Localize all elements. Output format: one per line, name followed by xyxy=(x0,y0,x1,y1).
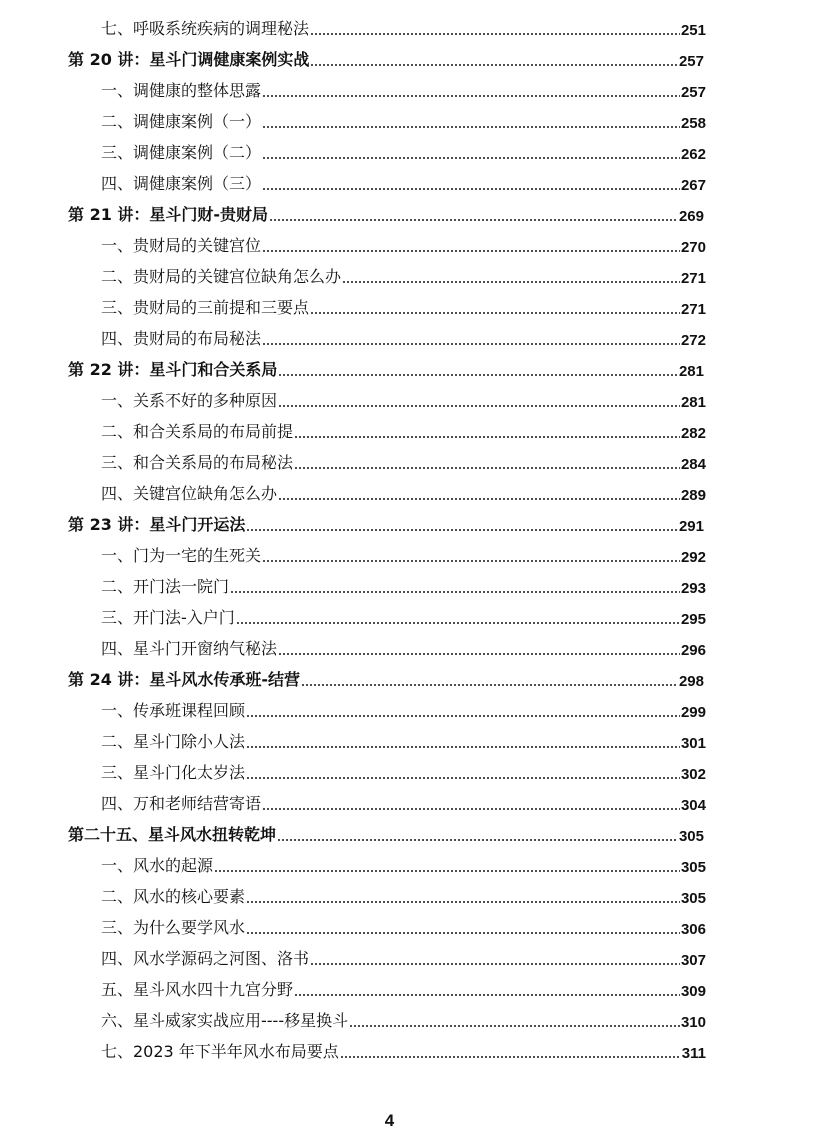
toc-section-entry[interactable] xyxy=(0,13,819,44)
toc-section-entry[interactable] xyxy=(0,571,819,602)
toc-entry-page-number: 271 xyxy=(680,301,706,318)
toc-section-entry[interactable] xyxy=(0,1005,819,1036)
toc-entry-title: 一、门为一宅的生死关 xyxy=(101,546,262,565)
toc-entry-title: 四、星斗门开窗纳气秘法 xyxy=(101,639,278,658)
dot-leader xyxy=(230,591,680,593)
toc-section-entry[interactable] xyxy=(0,416,819,447)
toc-section-entry[interactable] xyxy=(0,757,819,788)
toc-chapter-entry[interactable] xyxy=(0,819,819,850)
toc-entry-page-number: 301 xyxy=(680,735,706,752)
dot-leader xyxy=(310,64,678,66)
toc-section-entry[interactable] xyxy=(0,602,819,633)
toc-entry-title: 七、2023 年下半年风水布局要点 xyxy=(101,1042,339,1061)
toc-entry-title: 七、呼吸系统疾病的调理秘法 xyxy=(101,19,310,38)
toc-entry-title: 一、传承班课程回顾 xyxy=(101,701,246,720)
table-of-contents xyxy=(0,13,819,1067)
toc-chapter-entry[interactable] xyxy=(0,664,819,695)
toc-entry-page-number: 267 xyxy=(680,177,706,194)
dot-leader xyxy=(342,281,680,283)
dot-leader xyxy=(301,684,678,686)
toc-entry-page-number: 258 xyxy=(680,115,706,132)
toc-entry-title: 三、开门法-入户门 xyxy=(101,608,235,627)
dot-leader xyxy=(262,157,680,159)
toc-section-entry[interactable] xyxy=(0,695,819,726)
toc-section-entry[interactable] xyxy=(0,850,819,881)
toc-entry-page-number: 284 xyxy=(680,456,706,473)
dot-leader xyxy=(262,250,680,252)
toc-entry-page-number: 304 xyxy=(680,797,706,814)
toc-entry-title: 三、调健康案例（二） xyxy=(101,143,262,162)
dot-leader xyxy=(294,436,680,438)
toc-chapter-entry[interactable] xyxy=(0,509,819,540)
toc-entry-page-number: 272 xyxy=(680,332,706,349)
dot-leader xyxy=(294,994,680,996)
toc-section-entry[interactable] xyxy=(0,261,819,292)
toc-entry-page-number: 296 xyxy=(680,642,706,659)
toc-entry-title: 二、贵财局的关键宫位缺角怎么办 xyxy=(101,267,342,286)
toc-section-entry[interactable] xyxy=(0,323,819,354)
toc-entry-title: 四、贵财局的布局秘法 xyxy=(101,329,262,348)
dot-leader xyxy=(277,839,678,841)
toc-entry-page-number: 269 xyxy=(678,208,704,225)
dot-leader xyxy=(246,529,678,531)
dot-leader xyxy=(294,467,680,469)
toc-section-entry[interactable] xyxy=(0,633,819,664)
toc-entry-title: 第二十五、星斗风水扭转乾坤 xyxy=(68,825,277,844)
dot-leader xyxy=(262,343,680,345)
dot-leader xyxy=(262,560,680,562)
dot-leader xyxy=(246,932,680,934)
toc-entry-title: 五、星斗风水四十九宫分野 xyxy=(101,980,294,999)
toc-entry-title: 一、调健康的整体思露 xyxy=(101,81,262,100)
dot-leader xyxy=(269,219,678,221)
toc-section-entry[interactable] xyxy=(0,106,819,137)
toc-entry-page-number: 295 xyxy=(680,611,706,628)
dot-leader xyxy=(262,188,680,190)
toc-entry-page-number: 270 xyxy=(680,239,706,256)
dot-leader xyxy=(278,653,680,655)
dot-leader xyxy=(278,498,680,500)
dot-leader xyxy=(214,870,680,872)
toc-entry-title: 三、贵财局的三前提和三要点 xyxy=(101,298,310,317)
toc-section-entry[interactable] xyxy=(0,881,819,912)
toc-entry-title: 二、调健康案例（一） xyxy=(101,112,262,131)
toc-entry-page-number: 299 xyxy=(680,704,706,721)
toc-section-entry[interactable] xyxy=(0,230,819,261)
dot-leader xyxy=(262,95,680,97)
toc-entry-page-number: 262 xyxy=(680,146,706,163)
toc-entry-title: 三、和合关系局的布局秘法 xyxy=(101,453,294,472)
toc-entry-title: 第 23 讲：星斗门开运法 xyxy=(68,515,246,534)
toc-chapter-entry[interactable] xyxy=(0,199,819,230)
dot-leader xyxy=(278,405,680,407)
dot-leader xyxy=(236,622,680,624)
dot-leader xyxy=(246,746,680,748)
dot-leader xyxy=(310,33,680,35)
toc-section-entry[interactable] xyxy=(0,478,819,509)
toc-section-entry[interactable] xyxy=(0,540,819,571)
toc-entry-page-number: 281 xyxy=(678,363,704,380)
toc-section-entry[interactable] xyxy=(0,974,819,1005)
toc-entry-page-number: 251 xyxy=(680,22,706,39)
toc-entry-page-number: 302 xyxy=(680,766,706,783)
dot-leader xyxy=(310,312,680,314)
toc-chapter-entry[interactable] xyxy=(0,44,819,75)
dot-leader xyxy=(246,777,680,779)
toc-entry-page-number: 282 xyxy=(680,425,706,442)
toc-section-entry[interactable] xyxy=(0,943,819,974)
dot-leader xyxy=(262,808,680,810)
dot-leader xyxy=(246,715,680,717)
toc-entry-page-number: 305 xyxy=(680,890,706,907)
toc-section-entry[interactable] xyxy=(0,788,819,819)
toc-entry-title: 四、万和老师结营寄语 xyxy=(101,794,262,813)
toc-entry-title: 二、开门法一院门 xyxy=(101,577,230,596)
toc-entry-page-number: 292 xyxy=(680,549,706,566)
toc-entry-title: 四、调健康案例（三） xyxy=(101,174,262,193)
toc-entry-title: 二、星斗门除小人法 xyxy=(101,732,246,751)
dot-leader xyxy=(262,126,680,128)
toc-section-entry[interactable] xyxy=(0,385,819,416)
toc-entry-title: 第 22 讲：星斗门和合关系局 xyxy=(68,360,278,379)
toc-entry-title: 二、和合关系局的布局前提 xyxy=(101,422,294,441)
toc-section-entry[interactable] xyxy=(0,75,819,106)
toc-entry-page-number: 298 xyxy=(678,673,704,690)
toc-section-entry[interactable] xyxy=(0,726,819,757)
toc-entry-title: 三、为什么要学风水 xyxy=(101,918,246,937)
toc-chapter-entry[interactable] xyxy=(0,354,819,385)
toc-entry-title: 第 20 讲：星斗门调健康案例实战 xyxy=(68,50,310,69)
toc-entry-title: 一、贵财局的关键宫位 xyxy=(101,236,262,255)
toc-section-entry[interactable] xyxy=(0,1036,819,1067)
toc-entry-title: 一、风水的起源 xyxy=(101,856,214,875)
page-number: 4 xyxy=(384,1111,395,1130)
toc-entry-page-number: 306 xyxy=(680,921,706,938)
toc-entry-title: 六、星斗威家实战应用----移星换斗 xyxy=(101,1011,349,1030)
toc-entry-page-number: 271 xyxy=(680,270,706,287)
toc-entry-page-number: 310 xyxy=(680,1014,706,1031)
toc-entry-title: 第 21 讲：星斗门财-贵财局 xyxy=(68,205,269,224)
toc-entry-title: 三、星斗门化太岁法 xyxy=(101,763,246,782)
toc-section-entry[interactable] xyxy=(0,447,819,478)
toc-entry-page-number: 311 xyxy=(681,1045,706,1062)
toc-entry-page-number: 289 xyxy=(680,487,706,504)
toc-entry-title: 二、风水的核心要素 xyxy=(101,887,246,906)
toc-entry-title: 四、关键宫位缺角怎么办 xyxy=(101,484,278,503)
dot-leader xyxy=(310,963,680,965)
dot-leader xyxy=(278,374,678,376)
toc-entry-page-number: 293 xyxy=(680,580,706,597)
toc-entry-page-number: 307 xyxy=(680,952,706,969)
toc-entry-title: 四、风水学源码之河图、洛书 xyxy=(101,949,310,968)
toc-section-entry[interactable] xyxy=(0,137,819,168)
dot-leader xyxy=(246,901,680,903)
toc-entry-title: 第 24 讲：星斗风水传承班-结营 xyxy=(68,670,301,689)
toc-entry-page-number: 305 xyxy=(680,859,706,876)
toc-section-entry[interactable] xyxy=(0,168,819,199)
toc-section-entry[interactable] xyxy=(0,292,819,323)
toc-section-entry[interactable] xyxy=(0,912,819,943)
toc-entry-page-number: 309 xyxy=(680,983,706,1000)
dot-leader xyxy=(349,1025,680,1027)
toc-entry-page-number: 257 xyxy=(680,84,706,101)
toc-entry-page-number: 291 xyxy=(678,518,704,535)
toc-entry-page-number: 305 xyxy=(678,828,704,845)
toc-entry-page-number: 257 xyxy=(678,53,704,70)
dot-leader xyxy=(340,1056,681,1058)
toc-entry-title: 一、关系不好的多种原因 xyxy=(101,391,278,410)
toc-entry-page-number: 281 xyxy=(680,394,706,411)
